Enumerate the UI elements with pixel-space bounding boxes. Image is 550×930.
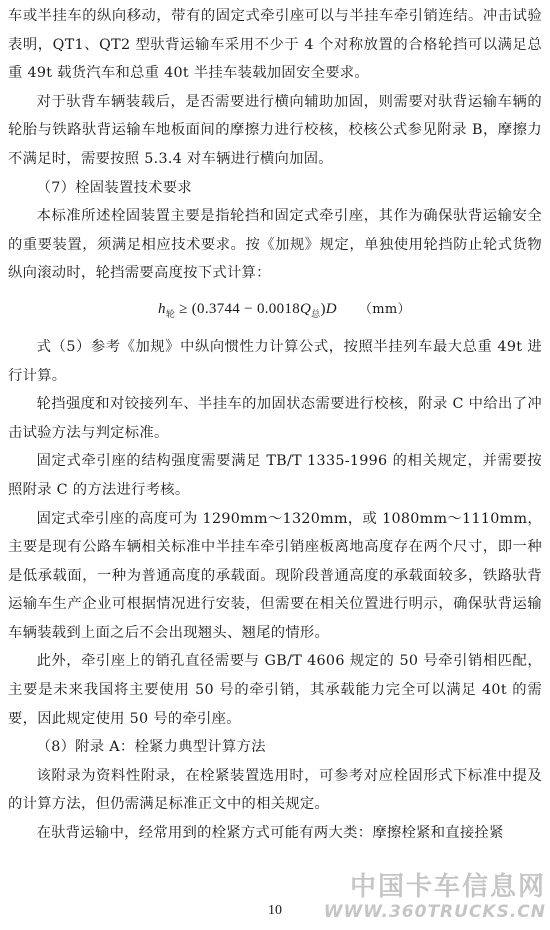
paragraph-fifth-wheel-height: 固定式牵引座的高度可为 1290mm～1320mm，或 1080mm～1110mm，主要是现有公路车辆相关标准中半挂车牵引销座板离地高度存在两个尺寸，即一种是低承载面，一种为普通高度的承载面。现阶段普通高度的承载面较多，铁路驮背运输车生产企业可根据情况进行安装，但需要在相关位置进行明示，确保驮背运输车辆装载到上面之后不会出现翘头、翘尾的情形。 [8,510,542,641]
formula-q: Q [300,300,312,317]
wheel-chock-height-formula [8,296,542,327]
formula-close: ) [320,300,326,317]
paragraph-chock-strength: 轮挡强度和对铰接列车、半挂车的加固状态需要进行校核，附录 C 中给出了冲击试验方法与判定标准。 [8,396,542,441]
paragraph-kingpin-diameter: 此外，牵引座上的销孔直径需要与 GB/T 4606 规定的 50 号牵引销相匹配，主要是未来我国将主要使用 50 号的牵引销，其承载能力完全可以满足 40t 的需要，因此规定使用 50 号的牵引座。 [8,653,542,727]
formula-unit: （mm） [358,301,411,317]
page-number: 10 [268,903,282,918]
paragraph-wheel-chock-test: 车或半挂车的纵向移动，带有的固定式牵引座可以与半挂车牵引销连结。冲击试验表明，QT1、QT2 型驮背运输车采用不少于 4 个对称放置的合格轮挡可以满足总重 49t 载货汽车和总重 40t 半挂车装载加固安全要求。 [8,8,542,82]
paragraph-lateral-reinforcement: 对于驮背车辆装载后，是否需要进行横向辅助加固，则需要对驮背运输车辆的轮胎与铁路驮背运输车地板面间的摩擦力进行校核，校核公式参见附录 B，摩擦力不满足时，需要按照 5.3.4 对车辆进行横向加固。 [8,93,542,167]
section-heading-8: （8）附录 A：栓紧力典型计算方法 [36,739,266,756]
formula-h: h [158,300,166,317]
formula-h-subscript: 轮 [165,308,176,319]
paragraph-formula-5-reference: 式（5）参考《加规》中纵向惯性力计算公式，按照半挂列车最大总重 49t 进行计算。 [8,338,542,384]
watermark-url: WWW.360TRUCKS.CN [323,902,546,922]
paragraph-lashing-methods: 在驮背运输中，经常用到的栓紧方式可能有两大类：摩擦栓紧和直接拴紧 [36,825,504,842]
watermark-text: 中国卡车信息网 [349,872,546,902]
body-text [8,2,542,848]
formula-d: D [325,300,337,317]
formula-middle: ≥ (0.3744 − 0.0018 [175,300,301,317]
paragraph-securing-devices: 本标准所述栓固装置主要是指轮挡和固定式牵引座，其作为确保驮背运输安全的重要装置，须满足相应技术要求。按《加规》规定，单独使用轮挡防止轮式货物纵向滚动时，轮挡需要高度按下式计算： [8,208,542,282]
paragraph-appendix-a: 该附录为资料性附录，在栓紧装置选用时，可参考对应栓固形式下标准中提及的计算方法，但仍需满足标准正文中的相关规定。 [8,767,542,813]
paragraph-fifth-wheel-strength: 固定式牵引座的结构强度需要满足 TB/T 1335-1996 的相关规定，并需要按照附录 C 的方法进行考核。 [8,453,542,498]
formula-q-subscript: 总 [311,308,321,319]
section-heading-7: （7）栓固装置技术要求 [36,179,192,196]
